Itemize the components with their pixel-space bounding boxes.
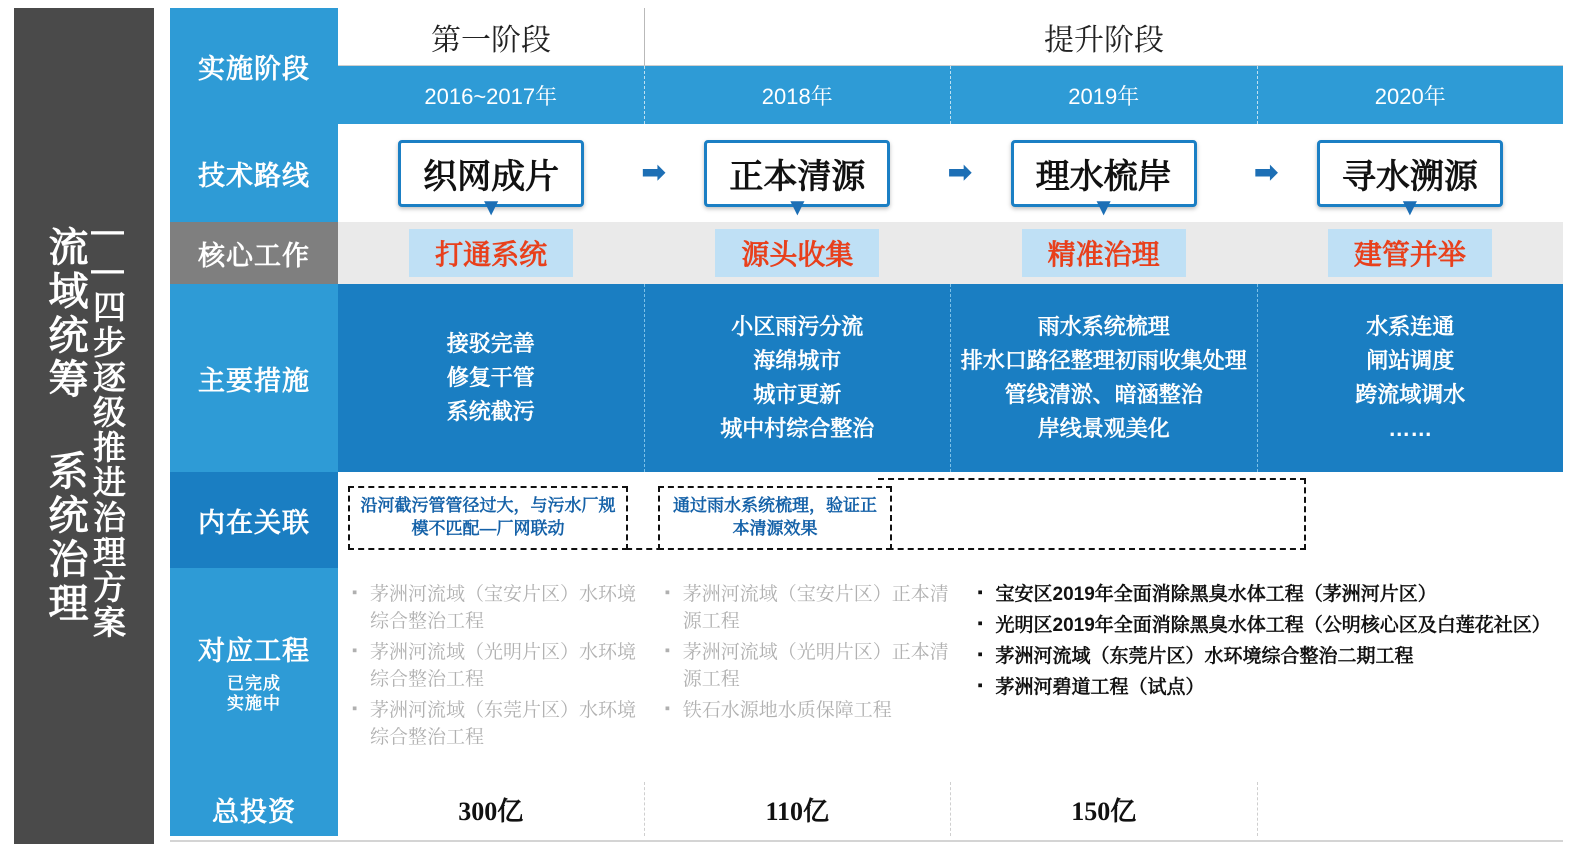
left-title-bar (14, 8, 154, 844)
measure-item: 闸站调度 (1366, 347, 1455, 373)
core-pill-4: 建管并举 (1328, 229, 1492, 277)
row-core-work (170, 194, 1563, 284)
relation-note-1: 沿河截污管管径过大，与污水厂规模不匹配—厂网联动 (348, 486, 628, 550)
relation-connector-top (878, 478, 1306, 480)
measure-item: 跨流域调水 (1355, 382, 1466, 407)
projects-list-3 (978, 582, 1551, 706)
relation-canvas (338, 472, 1563, 568)
row-label-core: 核心工作 (170, 222, 338, 284)
arrow-right-icon-3: ➡ (1253, 156, 1279, 189)
row-investment (170, 782, 1563, 836)
core-cell-3 (951, 194, 1257, 284)
arrow-down-icon-3: ▼ (1091, 194, 1116, 221)
measures-cell-3 (951, 284, 1258, 472)
relation-connector-vertical-right (1304, 478, 1306, 550)
projects-cell-1 (338, 568, 651, 782)
list-item: ▪ 茅洲河流域（东莞片区）水环境综合整治工程 (352, 698, 639, 752)
list-item: ▪ 茅洲河流域（光明片区）水环境综合整治工程 (352, 640, 639, 694)
list-item: ▪ 茅洲河流域（光明片区）正本清源工程 (665, 640, 952, 694)
arrow-down-icon-1: ▼ (479, 194, 504, 221)
measure-item: 修复干管 (446, 364, 535, 390)
phase-stage-1: 第一阶段 (338, 8, 645, 66)
list-item: ▪ 茅洲河流域（宝安片区）水环境综合整治工程 (352, 582, 639, 636)
projects-list-1 (352, 582, 639, 756)
row-label-measures: 主要措施 (170, 284, 338, 472)
core-cell-4 (1257, 194, 1563, 284)
measure-item: 管线清淤、暗涵整治 (1004, 382, 1203, 407)
row-label-projects-title: 对应工程 (198, 636, 310, 667)
arrow-right-icon-2: ➡ (947, 156, 973, 189)
route-box-1: 织网成片 (398, 140, 584, 207)
measures-cell-1 (338, 284, 645, 472)
arrow-down-icon-2: ▼ (785, 194, 810, 221)
projects-list-2 (665, 582, 952, 729)
measure-item: 城市更新 (753, 382, 842, 407)
left-title-main: 流域统筹 系统治理 (43, 226, 88, 626)
phase-stage-2: 提升阶段 (645, 8, 1563, 66)
route-box-3: 理水梳岸 (1011, 140, 1197, 207)
year-cell-3: 2019年 (951, 66, 1258, 124)
measures-cell-4 (1258, 284, 1564, 472)
legend-done: 已完成 (227, 673, 281, 693)
measure-item: 雨水系统梳理 (1037, 313, 1170, 339)
row-main-measures (170, 284, 1563, 472)
bottom-divider (170, 840, 1563, 842)
arrow-right-icon-1: ➡ (641, 156, 667, 189)
left-title-subtitle: ——四步逐级推进治理方案 (88, 212, 126, 640)
list-item: ▪ 光明区2019年全面消除黑臭水体工程（公明核心区及白莲花社区） (978, 613, 1551, 640)
core-pill-1: 打通系统 (409, 229, 573, 277)
measure-item: 海绵城市 (753, 347, 842, 373)
year-cell-2: 2018年 (645, 66, 952, 124)
measure-item: 小区雨污分流 (731, 313, 864, 339)
measure-item: 系统截污 (446, 399, 535, 425)
relation-note-2: 通过雨水系统梳理，验证正本清源效果 (658, 486, 892, 550)
core-cell-2 (644, 194, 950, 284)
row-technical-route (170, 124, 1563, 222)
measure-item: 城中村综合整治 (720, 416, 875, 442)
year-cell-1: 2016~2017年 (338, 66, 645, 124)
core-pill-3: 精准治理 (1022, 229, 1186, 277)
row-label-phase: 实施阶段 (170, 8, 338, 124)
row-label-projects (170, 568, 338, 782)
list-item: ▪ 铁石水源地水质保障工程 (665, 698, 952, 725)
list-item: ▪ 茅洲河碧道工程（试点） (978, 675, 1551, 702)
projects-cell-2 (651, 568, 964, 782)
measure-item: 接驳完善 (446, 330, 535, 356)
projects-cell-3 (964, 568, 1564, 782)
row-label-investment: 总投资 (170, 782, 338, 836)
core-cell-1 (338, 194, 644, 284)
row-inner-relation (170, 472, 1563, 568)
row-label-route: 技术路线 (170, 124, 338, 222)
measure-item: 水系连通 (1366, 313, 1455, 339)
row-label-relation: 内在关联 (170, 472, 338, 568)
measure-item: …… (1388, 416, 1433, 442)
arrow-down-icon-4: ▼ (1397, 194, 1422, 221)
row-projects (170, 568, 1563, 782)
measure-item: 排水口路径整理初雨收集处理 (960, 347, 1247, 373)
investment-cell-3: 150亿 (951, 782, 1258, 836)
route-box-4: 寻水溯源 (1317, 140, 1503, 207)
phase-matrix (170, 8, 1563, 836)
investment-cell-1: 300亿 (338, 782, 645, 836)
measure-item: 岸线景观美化 (1037, 416, 1170, 442)
investment-cell-2: 110亿 (645, 782, 952, 836)
route-box-2: 正本清源 (704, 140, 890, 207)
list-item: ▪ 茅洲河流域（宝安片区）正本清源工程 (665, 582, 952, 636)
investment-cell-4 (1258, 782, 1564, 836)
row-years (170, 66, 1563, 124)
list-item: ▪ 茅洲河流域（东莞片区）水环境综合整治二期工程 (978, 644, 1551, 671)
measures-cell-2 (645, 284, 952, 472)
list-item: ▪ 宝安区2019年全面消除黑臭水体工程（茅洲河片区） (978, 582, 1551, 609)
legend-active: 实施中 (227, 694, 281, 714)
core-pill-2: 源头收集 (715, 229, 879, 277)
year-cell-4: 2020年 (1258, 66, 1564, 124)
row-phase-header (170, 8, 1563, 84)
